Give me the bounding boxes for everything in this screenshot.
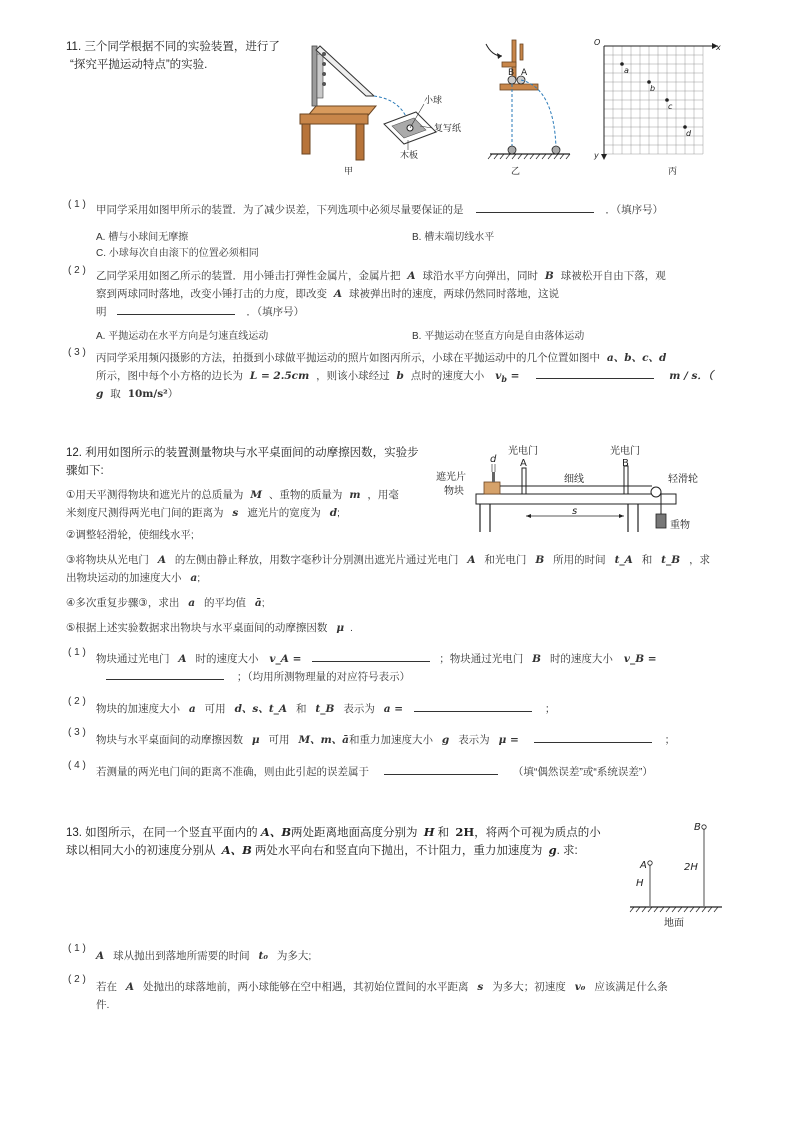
q12-part1-line2	[96, 668, 410, 686]
q13-part1-number: ( 1 )	[68, 943, 86, 954]
q13-part1-text-d: 为多大;	[276, 950, 312, 962]
q12-part2-text-a: 物块的加速度大小	[96, 703, 180, 715]
q12-part3-semicolon: ；	[664, 734, 676, 746]
label-gate-b-title: 光电门	[610, 446, 640, 457]
label-carbon-paper: 复写纸	[434, 124, 462, 134]
q12-step4	[66, 594, 265, 612]
label-2H: 2H	[684, 862, 698, 873]
q11-part1-tail: ．（填序号）	[605, 204, 664, 216]
q12-step5-var-mu: μ	[336, 622, 345, 634]
q12-part3-blank[interactable]	[534, 731, 652, 743]
q11-part2-text-3a: 明	[96, 306, 107, 318]
q12-step1-line2	[66, 504, 340, 522]
q11-part2-option-a: A. 平抛运动在水平方向是匀速直线运动	[96, 331, 269, 342]
q11-part3-var-g: g	[96, 388, 104, 400]
q12-part4-blank[interactable]	[384, 763, 498, 775]
q12-step4-var-a: a	[188, 597, 196, 609]
q13-part1-text-b: 球从抛出到落地所需要的时间	[113, 950, 250, 962]
q12-var-d: d	[329, 507, 338, 519]
q11-part2-text-2a: 察到两球同时落地，改变小锤打击的力度，即改变	[96, 288, 327, 300]
q12-part1-vA-eq: v_A =	[269, 653, 302, 665]
q13-title-AB: A、B	[260, 825, 292, 839]
label-point-B: B	[694, 822, 701, 833]
label-gate-a: A	[520, 458, 527, 469]
q13-title-line2	[66, 841, 578, 860]
figure-bing	[592, 36, 722, 178]
q12-part3-text-c: 可用	[268, 734, 290, 746]
q11-part1-text	[96, 201, 663, 219]
q12-part2-number: ( 2 )	[68, 696, 86, 707]
q12-part4-text-b: （填“偶然误差”或“系统误差”）	[512, 766, 653, 778]
q12-part1-line1	[96, 650, 657, 668]
q11-part3-unit: m / s．（	[669, 370, 714, 382]
q12-step3-text-e: 和光电门	[484, 554, 527, 566]
label-gate-b: B	[622, 458, 629, 469]
q12-part2-text-c: 可用	[204, 703, 226, 715]
q12-part1-blank-vA[interactable]	[312, 650, 430, 662]
q11-part3-points: a、b、c、d	[606, 352, 667, 364]
figure-yi	[478, 36, 578, 178]
label-string: 细线	[564, 474, 584, 485]
q12-part1-vB-eq: v_B =	[623, 653, 657, 665]
q13-part2-line1	[96, 978, 668, 996]
figure-q13	[628, 818, 724, 930]
q11-part1-option-c: C. 小球每次自由滚下的位置必须相同	[96, 248, 259, 259]
q12-step1-text-h: 遮光片的宽度为	[247, 507, 321, 519]
q12-part1-note: ；（均用所测物理量的对应符号表示）	[236, 671, 411, 683]
q11-part2-text-1c: 球沿水平方向弹出，同时	[422, 270, 538, 282]
q11-part3-line2	[96, 367, 713, 388]
q11-part2-var-A: A	[407, 270, 416, 282]
label-pulley: 轻滑轮	[668, 474, 698, 485]
label-weight: 重物	[670, 520, 690, 531]
q11-part3-g-value: 10m/s²	[127, 388, 168, 400]
q12-step3-var-A2: A	[467, 554, 476, 566]
q12-part1-text-e: ；物块通过光电门	[439, 653, 524, 665]
q12-step1-line1	[66, 486, 399, 504]
q12-part2-var-tB: t_B	[315, 703, 335, 715]
q13-title-text-1g: ，将两个可视为质点的小	[474, 827, 601, 839]
q11-part2-line2	[96, 285, 559, 303]
q12-step3-text-l: 出物块运动的加速度大小	[66, 572, 182, 584]
figure-q12-apparatus	[436, 442, 726, 542]
point-b-label: b	[650, 84, 656, 93]
label-ground: 地面	[664, 918, 684, 929]
q12-step3-var-A: A	[157, 554, 166, 566]
q11-part3-L-value: L = 2.5cm	[249, 370, 310, 382]
q12-step3-var-tA: t_A	[614, 554, 633, 566]
q11-part2-text-1a: 乙同学采用如图乙所示的装置．用小锤击打弹性金属片，金属片把	[96, 270, 401, 282]
q11-part3-close: ）	[167, 388, 179, 400]
q12-part3-text-g: 表示为	[458, 734, 490, 746]
label-x-axis: x	[716, 43, 721, 52]
point-d-label: d	[686, 129, 692, 138]
q13-title-AB2: A、B	[221, 843, 252, 857]
q12-part2-semicolon: ；	[544, 703, 556, 715]
q11-part2-tail: ．（填序号）	[246, 306, 305, 318]
q13-title-line1	[66, 823, 601, 842]
q11-part3-text-2c: ，则该小球经过	[316, 370, 390, 382]
figure-jia	[296, 40, 466, 178]
q12-part2-text-e: 和	[296, 703, 307, 715]
label-ball: 小球	[424, 96, 443, 106]
q12-step4-semicolon: ;	[261, 597, 265, 609]
q12-step4-var-abar: ā	[254, 597, 262, 609]
q12-part1-number: ( 1 )	[68, 647, 86, 658]
label-s: s	[572, 506, 578, 517]
q13-title-text-2a: 球以相同大小的初速度分别从	[66, 845, 216, 857]
q12-step3-var-tB: t_B	[661, 554, 681, 566]
caption-yi: 乙	[511, 167, 521, 177]
q13-part2-var-s: s	[477, 981, 484, 993]
q13-part1-line	[96, 947, 311, 965]
q11-part3-number: ( 3 )	[68, 347, 86, 358]
q12-part2-line	[96, 700, 555, 718]
point-a-label: a	[624, 66, 629, 75]
q12-step1-text-e: ，用毫	[367, 489, 399, 501]
q11-part3-text-1a: 丙同学采用频闪摄影的方法，拍摄到小球做平抛运动的照片如图丙所示，小球在平抛运动中的几个位置如图中	[96, 352, 600, 364]
q12-part4-text-a: 若测量的两光电门间的距离不准确，则由此引起的误差属于	[96, 766, 369, 778]
q13-part1-var-A: A	[96, 950, 105, 962]
q12-part3-var-mu: μ	[251, 734, 260, 746]
q11-part3-blank[interactable]	[536, 367, 654, 379]
q12-var-M: M	[250, 489, 262, 501]
q12-part1-text-c: 时的速度大小	[195, 653, 259, 665]
q12-step3-text-k: ，求	[689, 554, 711, 566]
label-H: H	[636, 878, 644, 889]
q11-part1-option-b: B. 槽末端切线水平	[412, 232, 495, 243]
q12-step3-var-a: a	[190, 572, 198, 584]
q11-part2-blank[interactable]	[117, 303, 235, 315]
q12-part2-a-eq: a =	[383, 703, 404, 715]
q12-step3-text-c: 的左侧由静止释放，用数字毫秒计分别测出遮光片通过光电门	[174, 554, 459, 566]
q13-part2-text-a: 若在	[96, 981, 117, 993]
q12-step3-var-B: B	[535, 554, 545, 566]
q12-var-m: m	[349, 489, 361, 501]
q13-title-g: g	[548, 843, 557, 857]
q13-part1-var-t0: t₀	[258, 950, 268, 962]
q12-step3-semicolon: ;	[197, 572, 201, 584]
q12-step3-line1	[66, 551, 710, 569]
q12-step1-text-f: 米刻度尺测得两光电门间的距离为	[66, 507, 224, 519]
label-B: B	[508, 68, 515, 78]
q12-step4-text-c: 的平均值	[203, 597, 246, 609]
q12-part3-text-a: 物块与水平桌面间的动摩擦因数	[96, 734, 243, 746]
q12-part2-vars: d、s、t_A	[234, 703, 288, 715]
q12-part3-text-e: 和重力加速度大小	[349, 734, 433, 746]
q11-title-line2: “探究平抛运动特点”的实验.	[70, 59, 208, 71]
q12-step5-text-a: ⑤根据上述实验数据求出物块与水平桌面间的动摩擦因数	[66, 622, 328, 634]
q12-part2-text-g: 表示为	[343, 703, 375, 715]
q13-title-H: H	[423, 825, 435, 839]
label-shade: 遮光片	[436, 472, 466, 483]
q11-part1-number: ( 1 )	[68, 199, 86, 210]
q11-part2-var-B: B	[544, 270, 554, 282]
q11-part3-text-2a: 所示，图中每个小方格的边长为	[96, 370, 243, 382]
label-block: 物块	[444, 486, 464, 497]
q11-part2-line3	[96, 303, 304, 321]
q12-step5	[66, 619, 353, 637]
q12-step1-text-a: ①用天平测得物块和遮光片的总质量为	[66, 489, 244, 501]
q13-part2-text-e: 为多大；初速度	[492, 981, 566, 993]
q11-part2-number: ( 2 )	[68, 265, 86, 276]
q12-step2: ②调整轻滑轮，使细线水平;	[66, 529, 194, 541]
q12-step3-text-g: 所用的时间	[553, 554, 606, 566]
q11-part1-blank[interactable]	[476, 201, 594, 213]
caption-bing: 丙	[668, 167, 678, 177]
q11-title-line1: 11. 三个同学根据不同的实验装置，进行了	[66, 41, 280, 53]
q11-part3-sub-b: b	[501, 374, 507, 385]
q12-part3-number: ( 3 )	[68, 727, 86, 738]
label-A: A	[521, 68, 528, 78]
caption-jia: 甲	[344, 167, 354, 177]
q12-title-line2: 骤如下:	[66, 465, 104, 477]
q11-part3-var-b: b	[396, 370, 404, 382]
label-origin: O	[594, 38, 601, 47]
q12-title-line1: 12. 利用如图所示的装置测量物块与水平桌面间的动摩擦因数，实验步	[66, 447, 419, 459]
q11-part3-equals: =	[506, 370, 520, 382]
q13-title-text-1a: 13. 如图所示，在同一个竖直平面内的	[66, 827, 258, 839]
q13-part2-var-v0: v₀	[574, 981, 586, 993]
q13-part2-number: ( 2 )	[68, 974, 86, 985]
q12-part2-var-a: a	[188, 703, 196, 715]
q11-part3-line3	[96, 385, 178, 403]
label-y-axis: y	[594, 151, 599, 160]
q12-part1-text-a: 物块通过光电门	[96, 653, 170, 665]
label-d: d	[490, 454, 497, 465]
q12-part2-blank[interactable]	[414, 700, 532, 712]
q13-part2-text-g: 应该满足什么条	[594, 981, 668, 993]
q12-step1-text-c: 、重物的质量为	[268, 489, 343, 501]
q13-title-text-1e: 和	[437, 827, 450, 839]
q12-part4-line	[96, 763, 653, 781]
q11-part2-text-2c: 球被弹出时的速度，两球仍然同时落地，这说	[349, 288, 559, 300]
q12-step1-semicolon: ;	[337, 507, 340, 519]
q12-step3-text-i: 和	[641, 554, 653, 566]
q12-step4-text-a: ④多次重复步骤③，求出	[66, 597, 180, 609]
q13-title-2H: 2H	[455, 825, 475, 839]
q13-title-text-1c: 两处距离地面高度分别为	[291, 827, 418, 839]
q12-step5-period: .	[350, 622, 353, 634]
q11-part2-option-b: B. 平抛运动在竖直方向是自由落体运动	[412, 331, 585, 342]
q13-title-text-2e: . 求:	[556, 845, 578, 857]
q11-part3-var-v: v	[495, 370, 502, 382]
q12-step3-text-a: ③将物块从光电门	[66, 554, 149, 566]
q12-part3-mu-eq: μ =	[498, 734, 519, 746]
q12-part1-var-A: A	[178, 653, 187, 665]
q12-part3-var-g: g	[441, 734, 450, 746]
q12-part1-blank-vB[interactable]	[106, 668, 224, 680]
q11-part1-question: 甲同学采用如图甲所示的装置．为了减少误差，下列选项中必须尽量要保证的是	[96, 204, 464, 216]
q11-part2-var-A2: A	[333, 288, 343, 300]
q13-title-text-2c: 两处水平向右和竖直向下抛出，不计阻力，重力加速度为	[254, 845, 543, 857]
q13-part2-var-A: A	[125, 981, 135, 993]
q12-step3-line2	[66, 569, 200, 587]
q12-part3-line	[96, 731, 675, 749]
label-board: 木板	[400, 151, 419, 161]
q11-part2-text-1e: 球被松开自由下落，观	[560, 270, 666, 282]
q11-part3-text-3b: 取	[110, 388, 121, 400]
q11-part3-line1	[96, 349, 666, 367]
q12-part1-var-B: B	[532, 653, 542, 665]
q12-part1-text-g: 时的速度大小	[549, 653, 613, 665]
q11-part1-option-a: A. 槽与小球间无摩擦	[96, 232, 189, 243]
q11-part2-line1	[96, 267, 666, 285]
q12-part3-vars: M、m、ā	[298, 734, 349, 746]
q11-part3-text-2e: 点时的速度大小	[410, 370, 485, 382]
q12-part4-number: ( 4 )	[68, 760, 86, 771]
q13-part2-text-c: 处抛出的球落地前，两小球能够在空中相遇，其初始位置间的水平距离	[143, 981, 469, 993]
point-c-label: c	[668, 102, 673, 111]
label-gate-a-title: 光电门	[508, 446, 538, 457]
q12-var-s: s	[232, 507, 239, 519]
q13-part2-line2: 件.	[96, 999, 110, 1011]
label-point-A: A	[640, 860, 647, 871]
